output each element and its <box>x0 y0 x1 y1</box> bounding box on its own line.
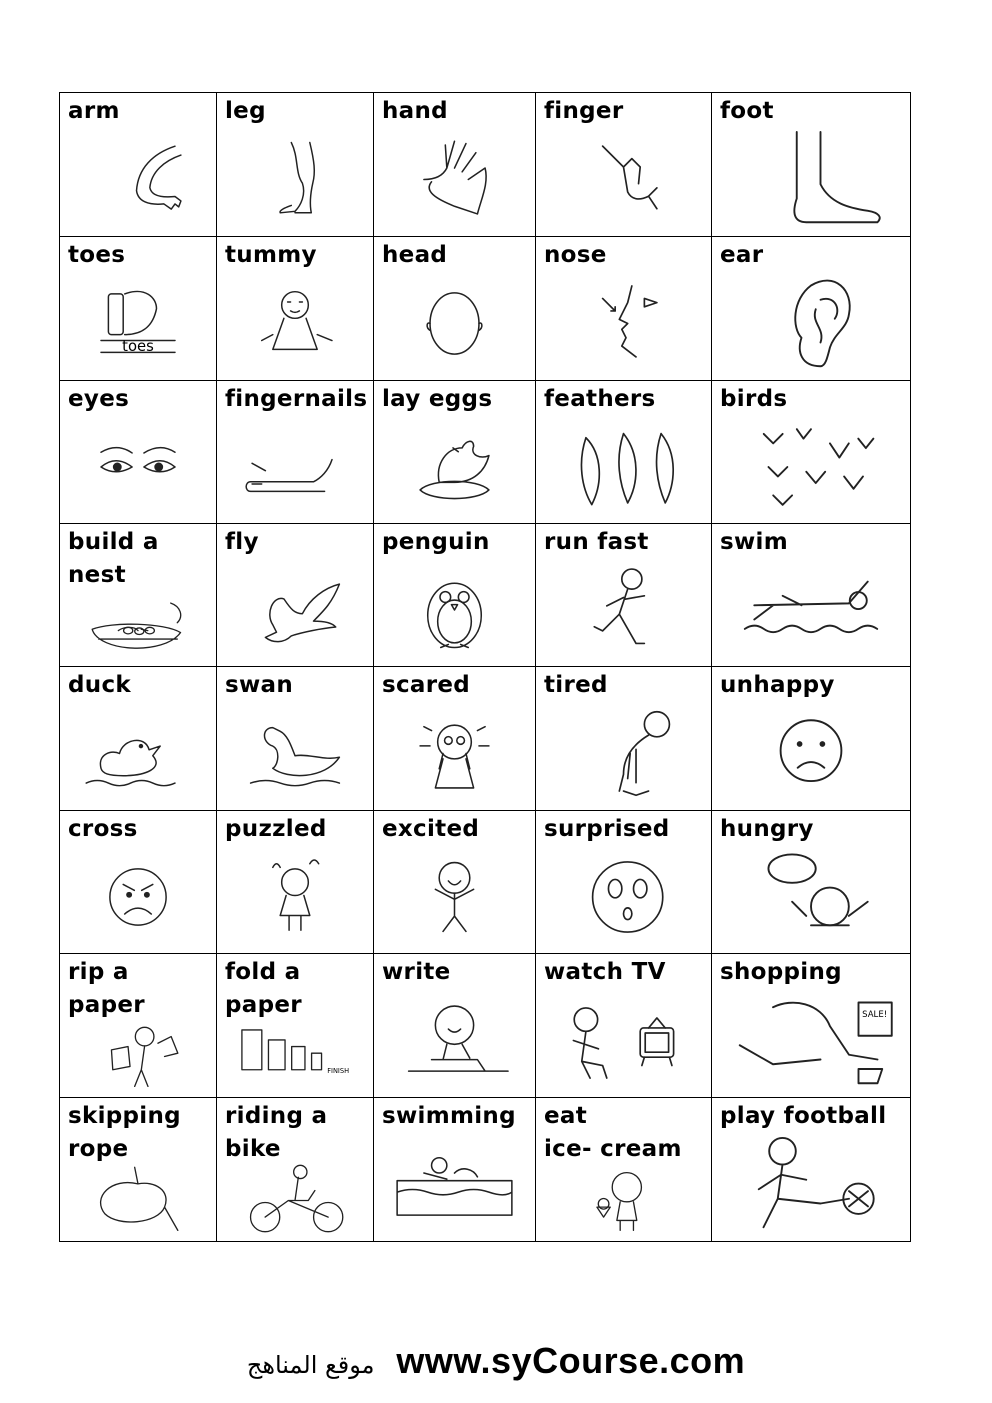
birds-icon <box>716 415 906 519</box>
tummy-icon <box>221 271 369 376</box>
vocab-card <box>217 381 374 524</box>
penguin-icon <box>378 558 531 662</box>
eyes-icon <box>64 415 212 519</box>
vocab-card <box>217 954 374 1098</box>
vocab-word: swim <box>720 529 788 555</box>
vocab-word: leg <box>225 98 266 124</box>
vocab-word: fold a paper <box>225 959 302 1018</box>
vocab-word: hand <box>382 98 448 124</box>
grid-row <box>60 381 911 524</box>
vocab-word: finger <box>544 98 624 124</box>
dove-icon <box>221 558 369 662</box>
ear-icon <box>716 271 906 376</box>
grid-row <box>60 524 911 667</box>
vocab-word: birds <box>720 386 788 412</box>
puzzled-girl-icon <box>221 845 369 949</box>
vocab-card <box>536 381 712 524</box>
foot-icon <box>716 127 906 232</box>
vocab-word: eyes <box>68 386 130 412</box>
vocab-card <box>712 667 911 811</box>
vocab-card <box>60 237 217 381</box>
vocab-card <box>217 811 374 954</box>
grid-row <box>60 954 911 1098</box>
running-boy-icon <box>540 558 707 662</box>
tired-figure-icon <box>540 701 707 806</box>
vocab-card <box>712 811 911 954</box>
vocabulary-grid <box>59 92 911 1242</box>
grid-row <box>60 667 911 811</box>
vocab-word: feathers <box>544 386 656 412</box>
folding-paper-icon <box>221 1020 369 1093</box>
footer <box>0 1340 992 1382</box>
vocab-word: swimming <box>382 1103 516 1129</box>
arm-icon <box>64 127 212 232</box>
surprised-face-icon <box>540 845 707 949</box>
vocab-card <box>217 93 374 237</box>
skipping-rope-icon <box>64 1164 212 1237</box>
vocab-word: lay eggs <box>382 386 493 412</box>
swan-icon <box>221 701 369 806</box>
hand-icon <box>378 127 531 232</box>
vocab-word: cross <box>68 816 138 842</box>
vocab-card <box>712 1098 911 1242</box>
vocab-card <box>60 381 217 524</box>
vocab-card <box>712 524 911 667</box>
vocab-word: toes <box>68 242 126 268</box>
ripping-paper-icon <box>64 1020 212 1093</box>
vocab-word: eat ice- cream <box>544 1103 682 1162</box>
vocab-card <box>536 93 712 237</box>
vocab-word: scared <box>382 672 471 698</box>
vocab-card <box>536 1098 712 1242</box>
vocab-card <box>60 1098 217 1242</box>
writing-child-icon <box>378 988 531 1093</box>
vocab-word: build a nest <box>68 529 159 588</box>
vocab-card <box>712 93 911 237</box>
vocab-word: swan <box>225 672 294 698</box>
vocab-card <box>374 381 536 524</box>
vocab-word: rip a paper <box>68 959 145 1018</box>
vocab-card <box>536 811 712 954</box>
grid-row <box>60 1098 911 1242</box>
vocab-word: unhappy <box>720 672 835 698</box>
vocab-card <box>374 524 536 667</box>
feathers-icon <box>540 415 707 519</box>
grid-row <box>60 93 911 237</box>
excited-boy-icon <box>378 845 531 949</box>
hungry-boy-icon <box>716 845 906 949</box>
duck-icon <box>64 701 212 806</box>
vocab-word: write <box>382 959 451 985</box>
grid-row <box>60 237 911 381</box>
vocab-card <box>60 811 217 954</box>
vocab-card <box>374 811 536 954</box>
vocab-word: tummy <box>225 242 317 268</box>
vocab-card <box>536 237 712 381</box>
footer-arabic-text: موقع المناهج <box>246 1351 375 1379</box>
icon-caption: toes <box>122 337 154 355</box>
finger-icon <box>540 127 707 232</box>
vocab-card <box>217 667 374 811</box>
football-player-icon <box>716 1132 906 1237</box>
bike-rider-icon <box>221 1164 369 1237</box>
vocab-card <box>712 237 911 381</box>
vocab-card <box>536 667 712 811</box>
vocab-card <box>217 524 374 667</box>
vocab-card <box>374 667 536 811</box>
vocab-word: foot <box>720 98 774 124</box>
vocab-word: excited <box>382 816 480 842</box>
vocab-word: penguin <box>382 529 490 555</box>
vocab-word: fly <box>225 529 259 555</box>
nose-icon <box>540 271 707 376</box>
angry-face-icon <box>64 845 212 949</box>
vocab-card <box>374 1098 536 1242</box>
vocab-word: ear <box>720 242 764 268</box>
scared-girl-icon <box>378 701 531 806</box>
head-icon <box>378 271 531 376</box>
vocab-card <box>60 93 217 237</box>
vocab-card <box>536 954 712 1098</box>
vocab-word: play football <box>720 1103 887 1129</box>
swimming-pool-icon <box>378 1132 531 1237</box>
ice-cream-boy-icon <box>540 1164 707 1237</box>
vocab-word: arm <box>68 98 120 124</box>
hen-nest-icon <box>378 415 531 519</box>
toes-icon <box>64 271 212 376</box>
vocab-card <box>60 954 217 1098</box>
vocab-word: puzzled <box>225 816 327 842</box>
vocab-word: watch TV <box>544 959 666 985</box>
swimmer-icon <box>716 558 906 662</box>
vocab-word: hungry <box>720 816 814 842</box>
vocab-card <box>60 667 217 811</box>
fingernails-icon <box>221 415 369 519</box>
vocab-card <box>712 381 911 524</box>
watching-tv-icon <box>540 988 707 1093</box>
nest-icon <box>64 590 212 662</box>
leg-icon <box>221 127 369 232</box>
vocab-word: shopping <box>720 959 842 985</box>
vocab-card <box>536 524 712 667</box>
vocab-word: fingernails <box>225 386 368 412</box>
vocab-word: run fast <box>544 529 649 555</box>
vocab-card <box>217 237 374 381</box>
grid-row <box>60 811 911 954</box>
vocab-word: duck <box>68 672 131 698</box>
vocab-word: skipping rope <box>68 1103 181 1162</box>
vocab-card <box>217 1098 374 1242</box>
vocab-word: surprised <box>544 816 670 842</box>
vocab-card <box>374 954 536 1098</box>
vocab-word: nose <box>544 242 607 268</box>
vocab-card <box>60 524 217 667</box>
vocab-card <box>712 954 911 1098</box>
vocab-card <box>374 93 536 237</box>
shopping-icon <box>716 988 906 1093</box>
vocab-card <box>374 237 536 381</box>
vocab-word: tired <box>544 672 608 698</box>
vocab-word: riding a bike <box>225 1103 328 1162</box>
icon-caption: SALE! <box>862 1009 888 1020</box>
footer-url: www.syCourse.com <box>396 1340 746 1381</box>
icon-caption: FINISH <box>327 1067 350 1076</box>
vocab-word: head <box>382 242 448 268</box>
sad-face-icon <box>716 701 906 806</box>
